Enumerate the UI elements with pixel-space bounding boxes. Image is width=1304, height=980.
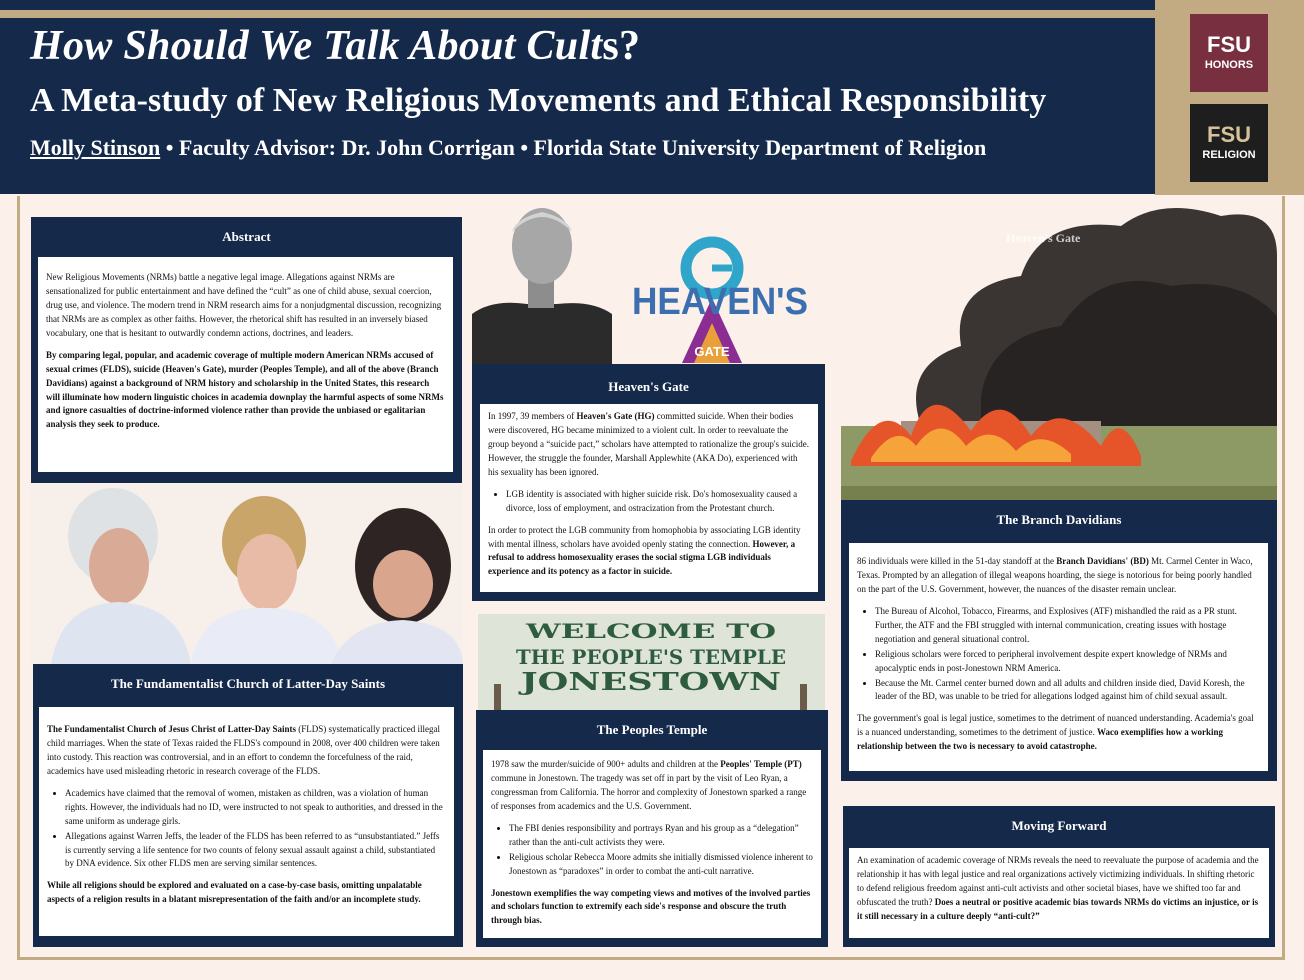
moving-forward-panel [843,806,1275,947]
flds-body: The Fundamentalist Church of Jesus Christ of Latter-Day Saints (FLDS) systematically practiced illegal child marriages. When the state of Texas raided the FLDS's compound in 2008, over 400 children were taken into custody. This reaction was controversial, and in an effort to condemn the forcefulness of the raid, academics have used misleading rhetoric in research coverage of the FLDS. • Academics have claimed that the removal of women, mistaken as children, was a violation of human rights. However, the individuals had no ID, were instructed to not speak to authorities, and dressed in the same uniform as underage girls. • Allegations against Warren Jeffs, the leader of the FLDS has been referred to as “unsubstantiated.” Jeffs is currently serving a life sentence for two counts of felony sexual assault against a child, substantiated by DNA evidence. Six other FLDS men are serving similar sentences. While all religions should be explored and evaluated on a case-by-case basis, omitting unpalatable aspects of a religion results in a blatant misrepresentation of the faith and/or an incomplete study. [39,707,454,936]
fsu-religion-logo: FSU RELIGION [1190,104,1268,182]
heavens-gate-bullet: • LGB identity is associated with higher suicide risk. Do's homosexuality caused a divorce, loss of employment, and ostracization from the Protestant church. [506,488,810,516]
svg-text:Heaven's Gate: Heaven's Gate [1006,231,1081,245]
department: Florida State University Department of Religion [533,135,987,160]
svg-text:WELCOME TO: WELCOME TO [524,619,776,643]
moving-forward-title: Moving Forward [1011,818,1107,833]
branch-davidians-panel [841,500,1277,781]
peoples-temple-bullet: • The FBI denies responsibility and portrays Ryan and his group as a “delegation” rather than the anti-cult activists they were. [509,822,813,850]
heavens-gate-body: In 1997, 39 members of Heaven's Gate (HG) committed suicide. When their bodies were discovered, HG became minimized to a violent cult. In order to reevaluate the group beyond a “suicide pact,” scholars have attempted to rationalize the group's suicide. However, the struggle the founder, Marshall Applewhite (AKA Do), experienced with his sexuality has been ignored. • LGB identity is associated with higher suicide risk. Do's homosexuality caused a divorce, loss of employment, and ostracization from the Protestant church. In order to protect the LGB community from homophobia by associating LGB identity with mental illness, scholars have avoided openly stating the connection. However, a refusal to address homosexuality erases the social stigma LGB individuals experience and its potency as a factor in suicide. [480,404,818,592]
waco-fire-photo [841,196,1277,500]
poster-subtitle: A Meta-study of New Religious Movements and Ethical Responsibility [30,82,1047,119]
moving-forward-body: An examination of academic coverage of NRMs reveals the need to reevaluate the purpose of academia and the relationship it has with legal justice and real organizations actively victimizing individuals. In shifting rhetoric to defend religious freedom against anti-cult activists and other societal biases, have we shifted too far and obfuscated the truth? Does a neutral or positive academic bias towards NRMs do victims an injustice, or is it still necessary in a culture deeply “anti-cult?” [849,848,1269,938]
jonestown-sign-photo [478,614,825,710]
flds-bullet: • Academics have claimed that the removal of women, mistaken as children, was a violation of human rights. However, the individuals had no ID, were instructed to not speak to authorities, and dressed in the same uniform as underage girls. [65,787,446,829]
heavens-gate-wordmark: HEAVEN'S [632,281,808,323]
author-name: Molly Stinson [30,135,161,160]
branch-davidians-bullet: • Because the Mt. Carmel center burned down and all adults and children inside died, David Koresh, the leader of the BD, was unable to be tried for allegations lodged against him of child sexual assault. [875,677,1260,705]
branch-davidians-body: 86 individuals were killed in the 51-day standoff at the Branch Davidians' (BD) Mt. Carmel Center in Waco, Texas. Prompted by an allegation of illegal weapons hoarding, the siege is notorious for being poorly handled on the part of the U.S. Government, however, the nuances of the disaster remain unclear. • The Bureau of Alcohol, Tobacco, Firearms, and Explosives (ATF) mishandled the raid as a PR stunt. Further, the ATF and the FBI struggled with internal communication, creating issues with hostage negotiation and general situational control. • Religious scholars were forced to peripheral involvement despite expert knowledge of NRMs and apocalyptic ends in post-Jonestown NRM America. • Because the Mt. Carmel center burned down and all adults and children inside died, David Koresh, the leader of the BD, was unable to be tried for allegations lodged against him of child sexual assault. The government's goal is legal justice, sometimes to the detriment of nuanced understanding. Academia's goal is a nuanced understanding, sometimes to the detriment of justice. Waco exemplifies how a working relationship between the two is necessary to avoid catastrophe. [849,543,1268,771]
branch-davidians-bullet: • Religious scholars were forced to peripheral involvement despite expert knowledge of NRMs and apocalyptic ends in post-Jonestown NRM America. [875,648,1260,676]
fsu-honors-logo: FSU HONORS [1190,14,1268,92]
flds-title: The Fundamentalist Church of Latter-Day Saints [110,676,386,691]
heavens-gate-title: Heaven's Gate [608,379,689,394]
abstract-title: Abstract [222,229,271,244]
branch-davidians-bullet: • The Bureau of Alcohol, Tobacco, Firearms, and Explosives (ATF) mishandled the raid as a PR stunt. Further, the ATF and the FBI struggled with internal communication, creating issues with hostage negotiation and general situational control. [875,605,1260,647]
heavens-gate-panel [472,364,825,601]
flds-bullet: • Allegations against Warren Jeffs, the leader of the FLDS has been referred to as “unsubstantiated.” Jeffs is currently serving a life sentence for two counts of felony sexual assault against a child, substantiated by DNA evidence. Six other FLDS men are serving similar sentences. [65,830,446,872]
flds-panel [33,664,463,947]
peoples-temple-panel [476,710,828,947]
top-accent-strip [0,0,1304,18]
applewhite-photo [472,204,612,364]
peoples-temple-bullet: • Religious scholar Rebecca Moore admits she initially dismissed violence inherent to Jonestown as “paradoxes” in order to combat the anti-cult narrative. [509,851,813,879]
branch-davidians-title: The Branch Davidians [996,512,1122,527]
advisor: Faculty Advisor: Dr. John Corrigan [178,135,515,160]
heavens-gate-logo [620,228,825,363]
svg-text:THE PEOPLE'S TEMPLE: THE PEOPLE'S TEMPLE [516,645,786,669]
svg-text:JONESTOWN: JONESTOWN [518,667,781,696]
flds-women-photo [31,484,463,664]
abstract-body: New Religious Movements (NRMs) battle a negative legal image. Allegations against NRMs are sensationalized for public entertainment and have defined the “cult” as one of child abuse, sexual coercion, drug use, and violence. The modern trend in NRM research aims for a nonjudgmental discussion, recognizing that NRMs are as complex as other faiths. However, the rhetorical shift has resulted in an inversely biased vocabulary, one that is hesitant to outwardly condemn actions, doctrines, and leaders. By comparing legal, popular, and academic coverage of multiple modern American NRMs accused of sexual crimes (FLDS), suicide (Heaven's Gate), murder (Peoples Temple), and all of the above (Branch Davidians) against a background of NRM history and scholarship in the United States, this research will illuminate how modern linguistic choices in academia downplay the harmful aspects of some NRMs and ignore casualties of doctrine-informed violence rather than provide the unbiased or egalitarian analysis they seek to produce. [38,257,453,472]
abstract-panel [31,217,462,483]
peoples-temple-title: The Peoples Temple [596,722,708,737]
peoples-temple-body: 1978 saw the murder/suicide of 900+ adults and children at the Peoples' Temple (PT) commune in Jonestown. The tragedy was set off in part by the visit of Leo Ryan, a congressman from California. The horror and complexity of Jonestown sparked a range of responses from academics and the U.S. Government. • The FBI denies responsibility and portrays Ryan and his group as a “delegation” rather than the anti-cult activists they were. • Religious scholar Rebecca Moore admits she initially dismissed violence inherent to Jonestown as “paradoxes” in order to combat the anti-cult narrative. Jonestown exemplifies the way competing views and motives of the involved parties and scholars function to extremify each side's response and obscure the truth through bias. [483,750,821,938]
poster-title: How Should We Talk About Cults? [30,23,641,69]
logo-panel [1155,0,1304,195]
author-line: Molly Stinson • Faculty Advisor: Dr. John Corrigan • Florida State University Department of Religion [30,135,987,160]
svg-text:GATE: GATE [694,344,730,359]
